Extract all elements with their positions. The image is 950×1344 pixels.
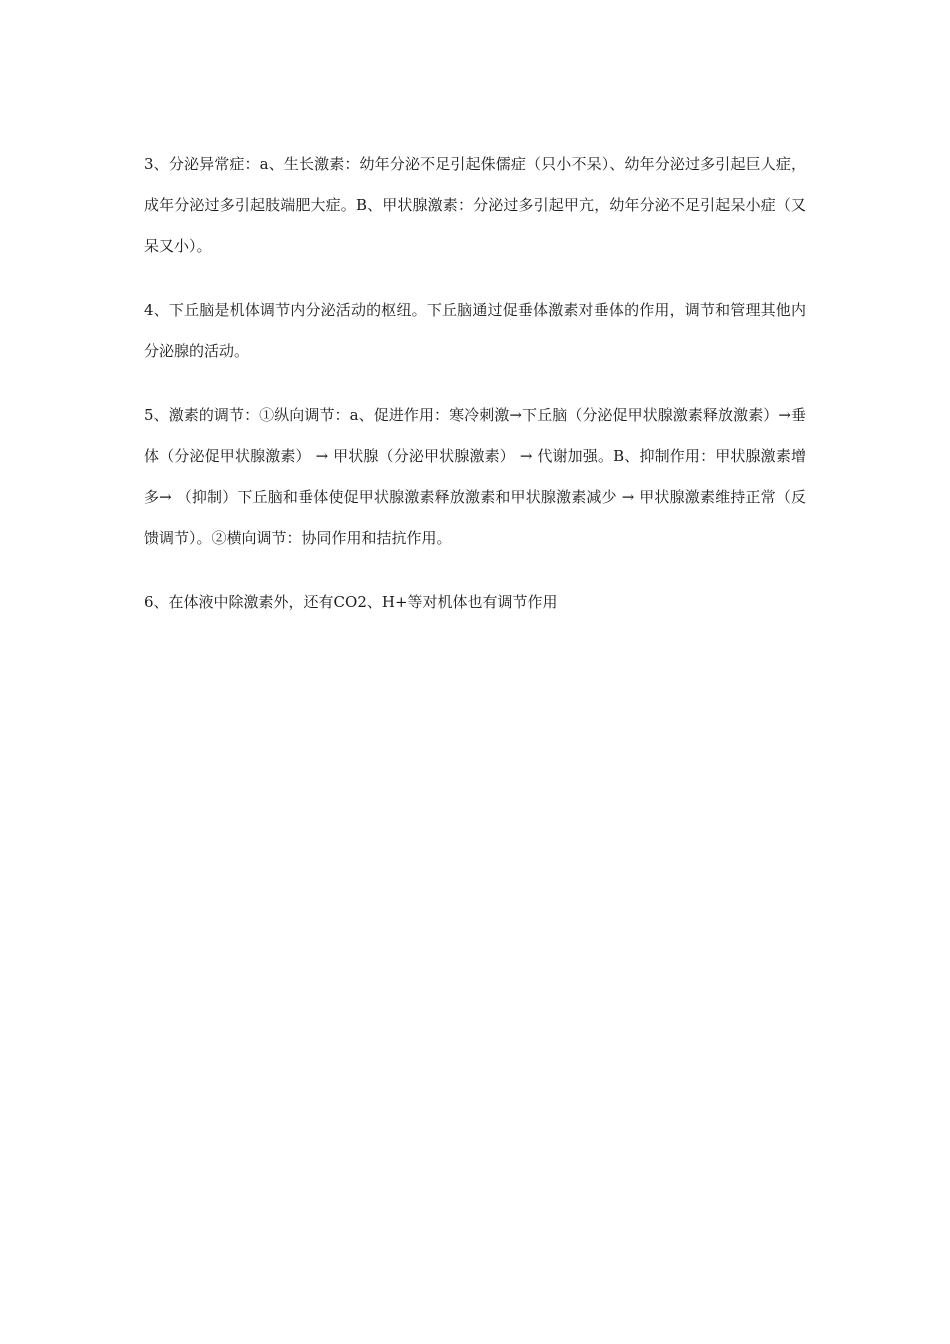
- paragraph-6-body-fluid-regulation: 6、在体液中除激素外，还有CO2、H+等对机体也有调节作用: [144, 593, 558, 611]
- document-body: [144, 144, 806, 646]
- paragraph-5-hormone-regulation: 5、激素的调节：①纵向调节：a、促进作用：寒冷刺激→下丘脑（分泌促甲状腺激素释放激素）→垂体（分泌促甲状腺激素） → 甲状腺（分泌甲状腺激素） → 代谢加强。B、抑制作用：甲状腺激素增多→ （抑制）下丘脑和垂体使促甲状腺激素释放激素和甲状腺激素减少 → 甲状腺激素维持正常（反馈调节）。②横向调节：协同作用和拮抗作用。: [144, 406, 806, 547]
- paragraph-3-secretion-disorders: 3、分泌异常症：a、生长激素：幼年分泌不足引起侏儒症（只小不呆）、幼年分泌过多引起巨人症，成年分泌过多引起肢端肥大症。B、甲状腺激素：分泌过多引起甲亢，幼年分泌不足引起呆小症（又呆又小）。: [144, 155, 806, 255]
- paragraph-4-hypothalamus: 4、下丘脑是机体调节内分泌活动的枢纽。下丘脑通过促垂体激素对垂体的作用，调节和管理其他内分泌腺的活动。: [144, 301, 806, 360]
